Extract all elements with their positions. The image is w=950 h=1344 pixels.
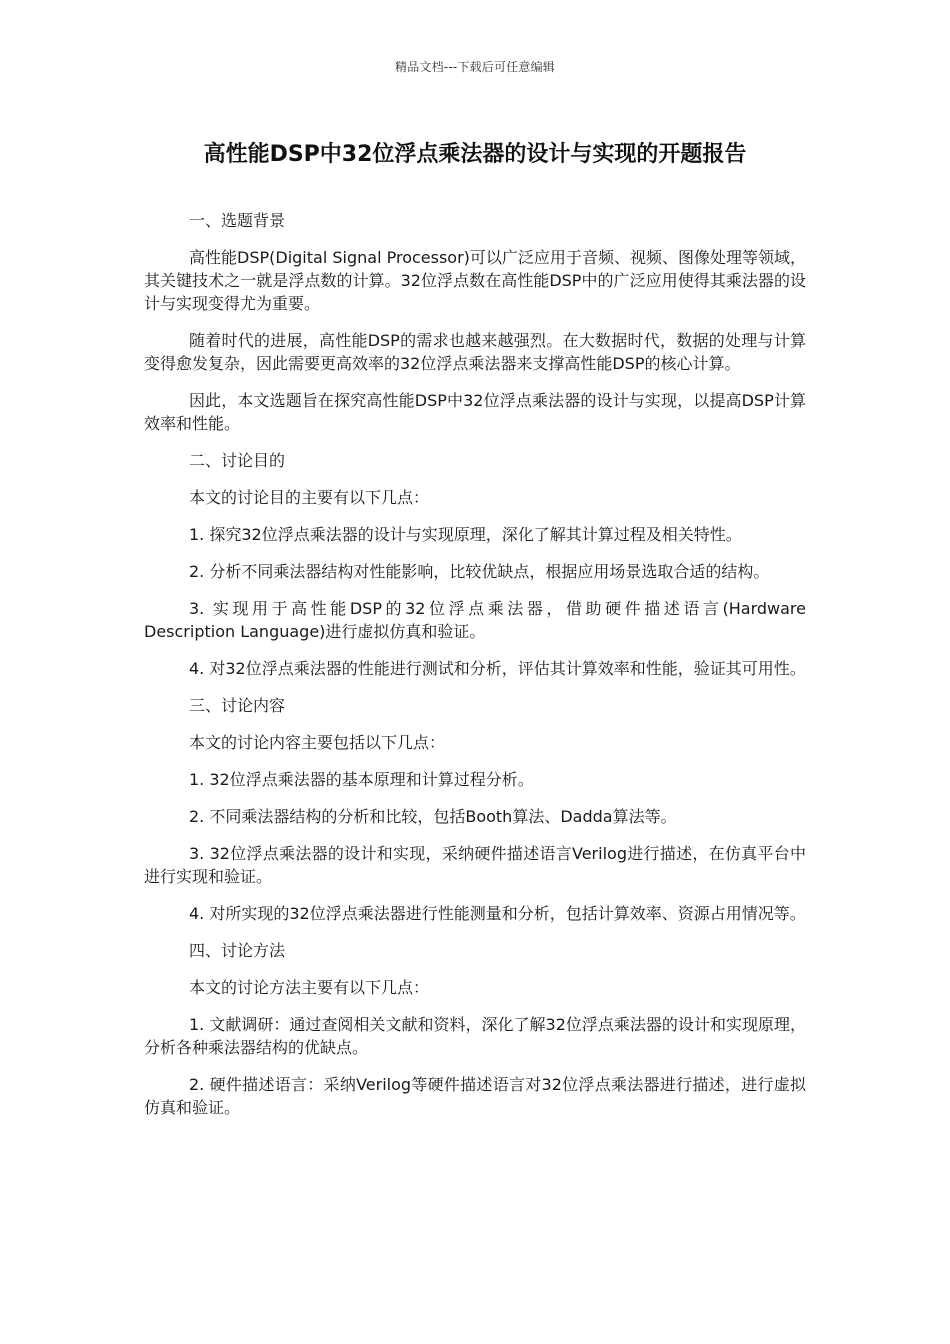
section-heading-purpose: 二、讨论目的 xyxy=(189,451,286,470)
list-item: 1. 文献调研：通过查阅相关文献和资料，深化了解32位浮点乘法器的设计和实现原理，分析各种乘法器结构的优缺点。 xyxy=(144,1015,806,1057)
paragraph: 本文的讨论方法主要有以下几点： xyxy=(189,978,430,997)
list-item: 1. 32位浮点乘法器的基本原理和计算过程分析。 xyxy=(189,770,534,789)
header-note: 精品文档---下载后可任意编辑 xyxy=(395,60,555,74)
list-item: 2. 硬件描述语言：采纳Verilog等硬件描述语言对32位浮点乘法器进行描述，进行虚拟仿真和验证。 xyxy=(144,1075,806,1117)
list-item: 3. 实现用于高性能DSP的32位浮点乘法器，借助硬件描述语言(Hardware Description Language)进行虚拟仿真和验证。 xyxy=(144,599,806,641)
paragraph: 因此，本文选题旨在探究高性能DSP中32位浮点乘法器的设计与实现，以提高DSP计算效率和性能。 xyxy=(144,391,806,433)
section-heading-content: 三、讨论内容 xyxy=(189,696,286,715)
list-item: 4. 对32位浮点乘法器的性能进行测试和分析，评估其计算效率和性能，验证其可用性。 xyxy=(189,659,806,678)
paragraph: 本文的讨论内容主要包括以下几点： xyxy=(189,733,446,752)
list-item: 3. 32位浮点乘法器的设计和实现，采纳硬件描述语言Verilog进行描述，在仿真平台中进行实现和验证。 xyxy=(144,844,806,886)
paragraph: 本文的讨论目的主要有以下几点： xyxy=(189,488,430,507)
list-item: 4. 对所实现的32位浮点乘法器进行性能测量和分析，包括计算效率、资源占用情况等。 xyxy=(189,904,806,923)
paragraph: 随着时代的进展，高性能DSP的需求也越来越强烈。在大数据时代，数据的处理与计算变得愈发复杂，因此需要更高效率的32位浮点乘法器来支撑高性能DSP的核心计算。 xyxy=(144,331,806,373)
document-body xyxy=(144,209,806,1133)
list-item: 2. 分析不同乘法器结构对性能影响，比较优缺点，根据应用场景选取合适的结构。 xyxy=(189,562,770,581)
section-heading-background: 一、选题背景 xyxy=(189,211,286,230)
list-item: 2. 不同乘法器结构的分析和比较，包括Booth算法、Dadda算法等。 xyxy=(189,807,677,826)
list-item: 1. 探究32位浮点乘法器的设计与实现原理，深化了解其计算过程及相关特性。 xyxy=(189,525,742,544)
section-heading-method: 四、讨论方法 xyxy=(189,941,286,960)
paragraph: 高性能DSP(Digital Signal Processor)可以广泛应用于音频、视频、图像处理等领域，其关键技术之一就是浮点数的计算。32位浮点数在高性能DSP中的广泛应用使得其乘法器的设计与实现变得尤为重要。 xyxy=(144,248,806,313)
document-title: 高性能DSP中32位浮点乘法器的设计与实现的开题报告 xyxy=(203,142,747,167)
